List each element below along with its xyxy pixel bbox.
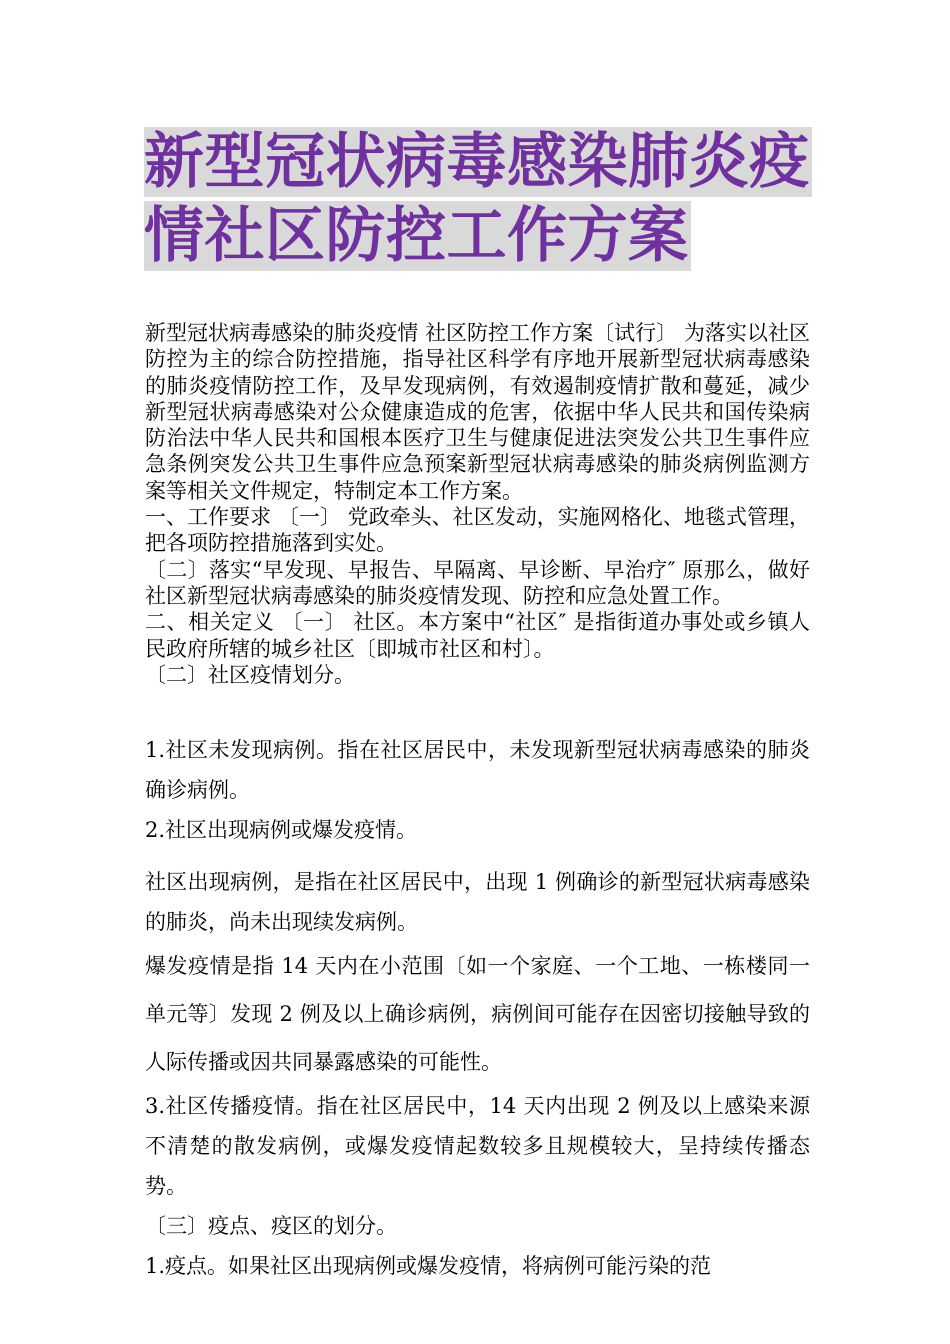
document-title — [144, 125, 824, 273]
paragraph-epidemic-point: 1.疫点。如果社区出现病例或爆发疫情，将病例可能污染的范 — [145, 1254, 712, 1278]
paragraph-zone-heading: 〔三〕疫点、疫区的划分。 — [145, 1214, 397, 1238]
paragraph-intro: 新型冠状病毒感染的肺炎疫情 社区防控工作方案〔试行〕 为落实以社区防控为主的综合防控措施，指导社区科学有序地开展新型冠状病毒感染的肺炎疫情防控工作，及早发现病例，有效遏制疫情扩散和蔓延，减少新型冠状病毒感染对公众健康造成的危害，依据中华人民共和国传染病防治法中华人民共和国根本医疗卫生与健康促进法突发公共卫生事件应急条例突发公共卫生事件应急预案新型冠状病毒感染的肺炎病例监测方案等相关文件规定，特制定本工作方案。 — [145, 321, 810, 503]
paragraph-requirement-1: 一、工作要求 〔一〕 党政牵头、社区发动，实施网格化、地毯式管理，把各项防控措施落到实处。 — [145, 505, 810, 556]
body-text-loose — [145, 730, 810, 1286]
paragraph-outbreak-definition: 爆发疫情是指 14 天内在小范围〔如一个家庭、一个工地、一栋楼同一单元等〕发现 2 例及以上确诊病例，病例间可能存在因密切接触导致的人际传播或因共同暴露感染的可能性。 — [145, 954, 810, 1074]
document-title-text: 新型冠状病毒感染肺炎疫情社区防控工作方案 — [144, 127, 810, 271]
paragraph-definition-1: 二、相关定义 〔一〕 社区。本方案中“社区″ 是指街道办事处或乡镇人民政府所辖的城乡社区〔即城市社区和村〕。 — [145, 610, 810, 661]
paragraph-definition-2: 〔二〕社区疫情划分。 — [145, 662, 355, 687]
paragraph-case-definition: 社区出现病例，是指在社区居民中，出现 1 例确诊的新型冠状病毒感染的肺炎，尚未出现续发病例。 — [145, 870, 810, 934]
paragraph-no-case: 1.社区未发现病例。指在社区居民中，未发现新型冠状病毒感染的肺炎确诊病例。 — [145, 738, 810, 802]
body-text-dense — [145, 320, 810, 688]
paragraph-community-spread: 3.社区传播疫情。指在社区居民中，14 天内出现 2 例及以上感染来源不清楚的散发病例，或爆发疫情起数较多且规模较大，呈持续传播态势。 — [145, 1094, 810, 1198]
paragraph-case-or-outbreak: 2.社区出现病例或爆发疫情。 — [145, 818, 418, 842]
paragraph-requirement-2: 〔二〕落实“早发现、早报告、早隔离、早诊断、早治疗″ 原那么，做好社区新型冠状病毒感染的肺炎疫情发现、防控和应急处置工作。 — [145, 557, 810, 608]
